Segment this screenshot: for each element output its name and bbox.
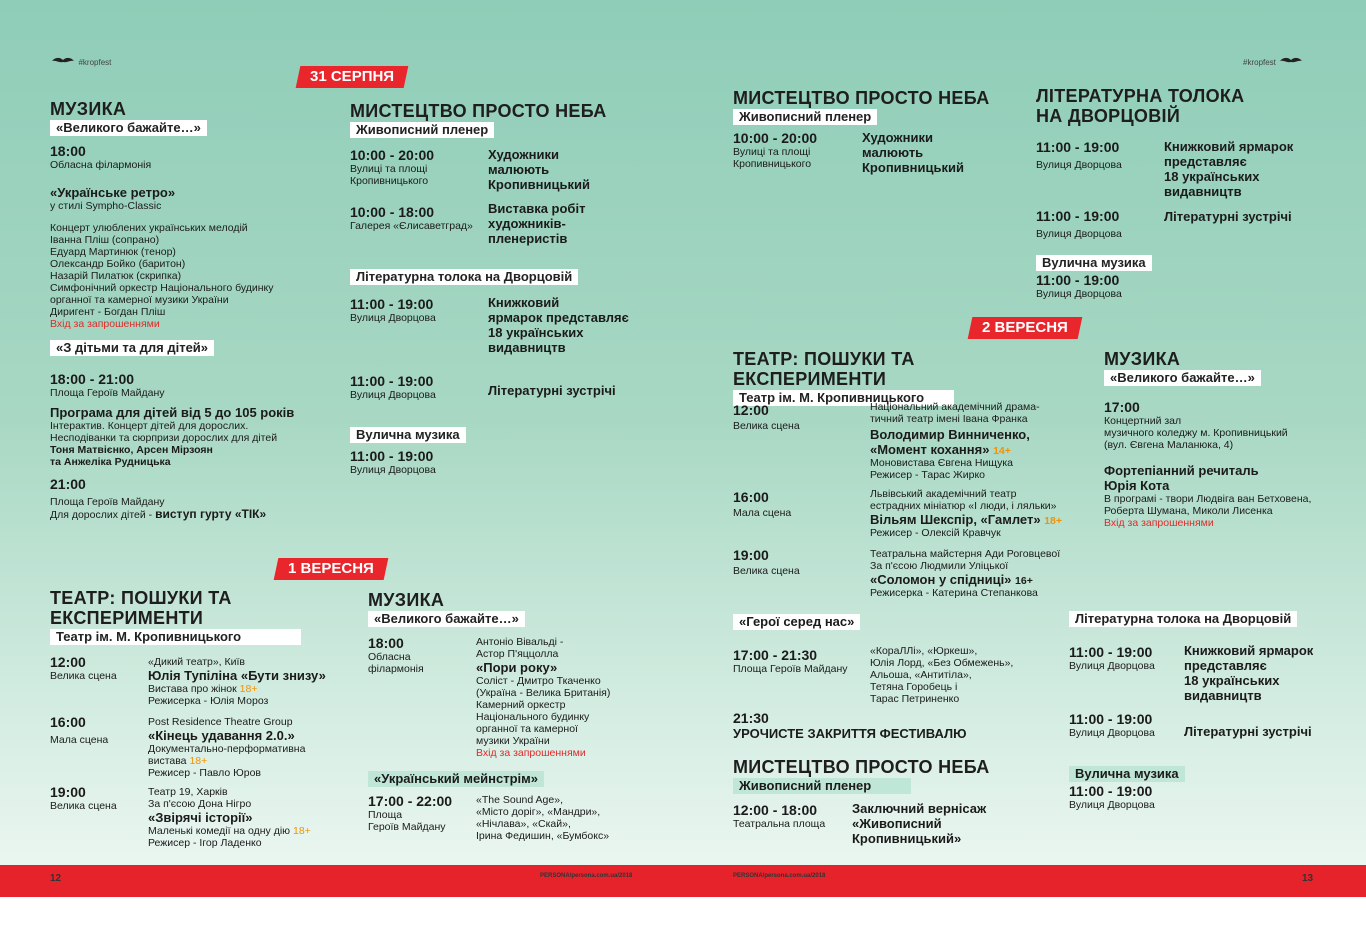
event-slot: 16:00 Мала сцена [50,714,109,746]
event-slot: 11:00 - 19:00 Вулиця Дворцова [1069,644,1155,672]
event-subtitle: у стилі Sympho-Classic [50,200,162,212]
series-tag-kids: «З дітьми та для дітей» [50,340,214,356]
event-details: Львівський академічний театр естрадних мініатюр «І люди, і ляльки» Вільям Шекспір, «Гамлет» 18+ Режисер - Олексій Кравчук [870,488,1063,539]
footer-credit-right: PERSONA/persona.com.ua/2018 [733,873,826,879]
event-slot: 19:00 Велика сцена [50,784,117,812]
date-badge-1-sep: 1 ВЕРЕСНЯ [276,558,386,580]
event-slot: 11:00 - 19:00 Вулиця Дворцова [350,373,436,401]
event-details: Національний академічний драма- тичний театр імені Івана Франка Володимир Винниченко, «Момент кохання» 14+ Моновистава Євгена Нищука Режисер - Тарас Жирко [870,401,1040,481]
header-right [1243,52,1302,70]
event-place: Обласна філармонія [50,159,152,171]
event-slot: Вулична музика 11:00 - 19:00 Вулиця Дворцова [1036,254,1152,300]
event-slot: 11:00 - 19:00 Вулиця Дворцова [1036,208,1122,240]
closing-event: 21:30 УРОЧИСТЕ ЗАКРИТТЯ ФЕСТИВАЛЮ [733,710,967,741]
series-tag-literary: Літературна толока на Дворцовій [1069,610,1297,628]
series-tag: «Великого бажайте…» [368,611,525,627]
bottom-margin [0,897,1366,932]
event-details: Антоніо Вівальді - Астор П'яццолла «Пори року» Соліст - Дмитро Ткаченко (Україна - Велика Британія) Камерний оркестр Національного будинку органної та камерної музики України Вхід за запрошеннями [476,636,656,759]
music-31-section: МУЗИКА «Великого бажайте…» 18:00 Обласна філармонія «Українське ретро» у стилі Sympho-Classic Концерт улюблених українських мелодій Іванна Пліш (сопрано) Едуард Мартинюк (тенор) Олександр Бойко (баритон) Назарій Пилатюк (скрипка) Симфонічний оркестр Національного будинку органної та камерної музики України Диригент - Богдан Пліш Вхід за запрошеннями «З дітьми та для дітей» 18:00 - 21:00 Площа Героїв Майдану Програма для дітей від 5 до 105 років Інтерактив. Концерт дітей для дорослих. Несподіванки та сюрпризи дорослих для дітей Тоня Матвієнко, Арсен Мірзоян та Анжеліка Рудницька 21:00 Площа Героїв Майдану Для дорослих дітей - виступ гурту «ТІК» [50,99,340,521]
section-title: МУЗИКА [1104,349,1181,369]
section-title: МУЗИКА [50,99,127,119]
event-details: «КораЛЛі», «Юркеш», Юлія Лорд, «Без Обмежень», Альоша, «Антитіла», Тетяна Горобець і Тарас Петриненко [870,645,1014,705]
series-tag: «Великого бажайте…» [1104,370,1261,386]
event-slot: 18:00 Обласна філармонія [368,635,424,675]
event-title: Виставка робіт художників- пленеристів [488,201,586,246]
event-slot: 11:00 - 19:00 Вулиця Дворцова [350,448,436,476]
event-time: 21:00 [50,476,86,492]
section-title: МУЗИКА [368,590,445,610]
event-title: Заключний вернісаж «Живописний Кропивницький» [852,801,987,846]
series-tag: Живописний пленер [733,109,877,125]
invite-note: Вхід за запрошеннями [476,747,586,759]
music-2-section: МУЗИКА «Великого бажайте…» 17:00 Концертний зал музичного коледжу м. Кропивницький (вул. Євгена Маланюка, 4) Фортепіанний речиталь Юрія Кота В програмі - твори Людвіга ван Бетховена, Роберта Шумана, Миколи Лисенка Вхід за запрошеннями [1104,349,1344,529]
event-slot: 10:00 - 20:00 Вулиці та площі Кропивницького [350,147,435,187]
section-title: ТЕАТР: ПОШУКИ ТА ЕКСПЕРИМЕНТИ [733,349,915,389]
hashtag-right: #kropfest [1243,58,1276,67]
theatre-1-section [50,588,360,646]
art-2-section [733,757,1053,795]
event-details: Театральна майстерня Ади Роговцевої За п'єсою Людмили Уліцької «Соломон у спідниці» 16+ Режисерка - Катерина Степанкова [870,548,1061,599]
event-slot: Вулична музика 11:00 - 19:00 Вулиця Дворцова [1069,765,1185,811]
section-title: МИСТЕЦТВО ПРОСТО НЕБА [733,757,990,777]
series-tag: Живописний пленер [733,778,911,794]
event-title: Літературні зустрічі [1164,209,1292,224]
series-tag: Театр ім. М. Кропивницького [50,629,301,645]
event-slot: 11:00 - 19:00 Вулиця Дворцова [1036,139,1122,171]
art-31-section [350,101,650,139]
event-slot: 12:00 - 18:00 Театральна площа [733,802,826,830]
series-tag: Живописний пленер [350,122,494,138]
event-place: Площа Героїв Майдану [50,387,165,399]
event-title: Літературні зустрічі [1184,724,1312,739]
literary-right-section: ЛІТЕРАТУРНА ТОЛОКА НА ДВОРЦОВІЙ [1036,86,1245,126]
event-slot: 19:00 Велика сцена [733,547,800,577]
event-title: Програма для дітей від 5 до 105 років [50,405,295,420]
series-tag-heroes: «Герої серед нас» [733,613,860,631]
event-title: Книжковий ярмарок представляє 18 українських видавництв [1164,139,1294,199]
event-title: Літературні зустрічі [488,383,616,398]
series-tag-street-music: Вулична музика [350,426,466,444]
hashtag-left: #kropfest [78,58,112,67]
invite-note: Вхід за запрошеннями [1104,517,1214,529]
event-slot: 12:00 Велика сцена [733,402,800,432]
section-title: ТЕАТР: ПОШУКИ ТА ЕКСПЕРИМЕНТИ [50,588,232,628]
footer-credit-left: PERSONA/persona.com.ua/2018 [540,873,633,879]
event-place: Площа Героїв Майдану [50,496,165,508]
event-slot: 10:00 - 20:00 Вулиці та площі Кропивницького [733,130,818,170]
mustache-icon [1280,57,1302,65]
section-title: МИСТЕЦТВО ПРОСТО НЕБА [350,101,607,121]
event-description: Концерт улюблених українських мелодій Іванна Пліш (сопрано) Едуард Мартинюк (тенор) Олександр Бойко (баритон) Назарій Пилатюк (скрипка) Симфонічний оркестр Національного будинку органної та камерної музики України Диригент - Богдан Пліш Вхід за запрошеннями [50,222,340,330]
event-details: «Дикий театр», Київ Юлія Тупіліна «Бути знизу» Вистава про жінок 18+ Режисерка - Юлія Мороз [148,656,326,707]
event-details: «The Sound Age», «Місто доріг», «Мандри», «Нічлава», «Скай», Ірина Федишин, «Бумбокс» [476,794,610,842]
art-right-section [733,88,1013,126]
page-number-right: 13 [1302,873,1314,884]
date-badge-2-sep: 2 ВЕРЕСНЯ [970,317,1080,339]
event-slot: 12:00 Велика сцена [50,654,117,682]
theatre-2-section [733,349,1073,407]
music-1-section [368,590,648,628]
page-number-left: 12 [50,873,62,884]
series-tag-mainstream: «Український мейнстрім» [368,770,544,788]
series-tag: «Великого бажайте…» [50,120,207,136]
footer-bar [0,865,1366,897]
series-tag-literary: Літературна толока на Дворцовій [350,268,578,286]
event-title: Для дорослих дітей - виступ гурту «ТІК» [50,507,267,521]
event-details: Post Residence Theatre Group «Кінець удавання 2.0.» Документально-перформативна вистава 18+ Режисер - Павло Юров [148,716,306,779]
event-title: «Українське ретро» [50,185,176,200]
event-slot: 11:00 - 19:00 Вулиця Дворцова [1069,711,1155,739]
event-slot: 16:00 Мала сцена [733,489,792,519]
section-title: МИСТЕЦТВО ПРОСТО НЕБА [733,88,990,108]
event-title: Художники малюють Кропивницький [862,130,964,175]
event-details: Театр 19, Харків За п'єсою Дона Нігро «Звірячі історії» Маленькі комедії на одну дію 18+ Режисер - Ігор Ладенко [148,786,311,849]
header-left [52,52,111,70]
event-title: Книжковий ярмарок представляє 18 українських видавництв [488,295,629,355]
event-time: 18:00 [50,143,86,159]
event-slot: 10:00 - 18:00 Галерея «Єлисаветград» [350,204,473,232]
event-slot: 11:00 - 19:00 Вулиця Дворцова [350,296,436,324]
event-title: Книжковий ярмарок представляє 18 українських видавництв [1184,643,1314,703]
event-slot: 17:00 - 22:00 Площа Героїв Майдану [368,793,453,833]
invite-note: Вхід за запрошеннями [50,318,160,330]
mustache-icon [52,57,74,65]
event-title: Художники малюють Кропивницький [488,147,590,192]
event-slot: 17:00 - 21:30 Площа Героїв Майдану [733,647,848,675]
date-badge-31-aug: 31 СЕРПНЯ [298,66,406,88]
event-time: 18:00 - 21:00 [50,371,135,387]
series-tag: Театр ім. М. Кропивницького [733,390,954,406]
